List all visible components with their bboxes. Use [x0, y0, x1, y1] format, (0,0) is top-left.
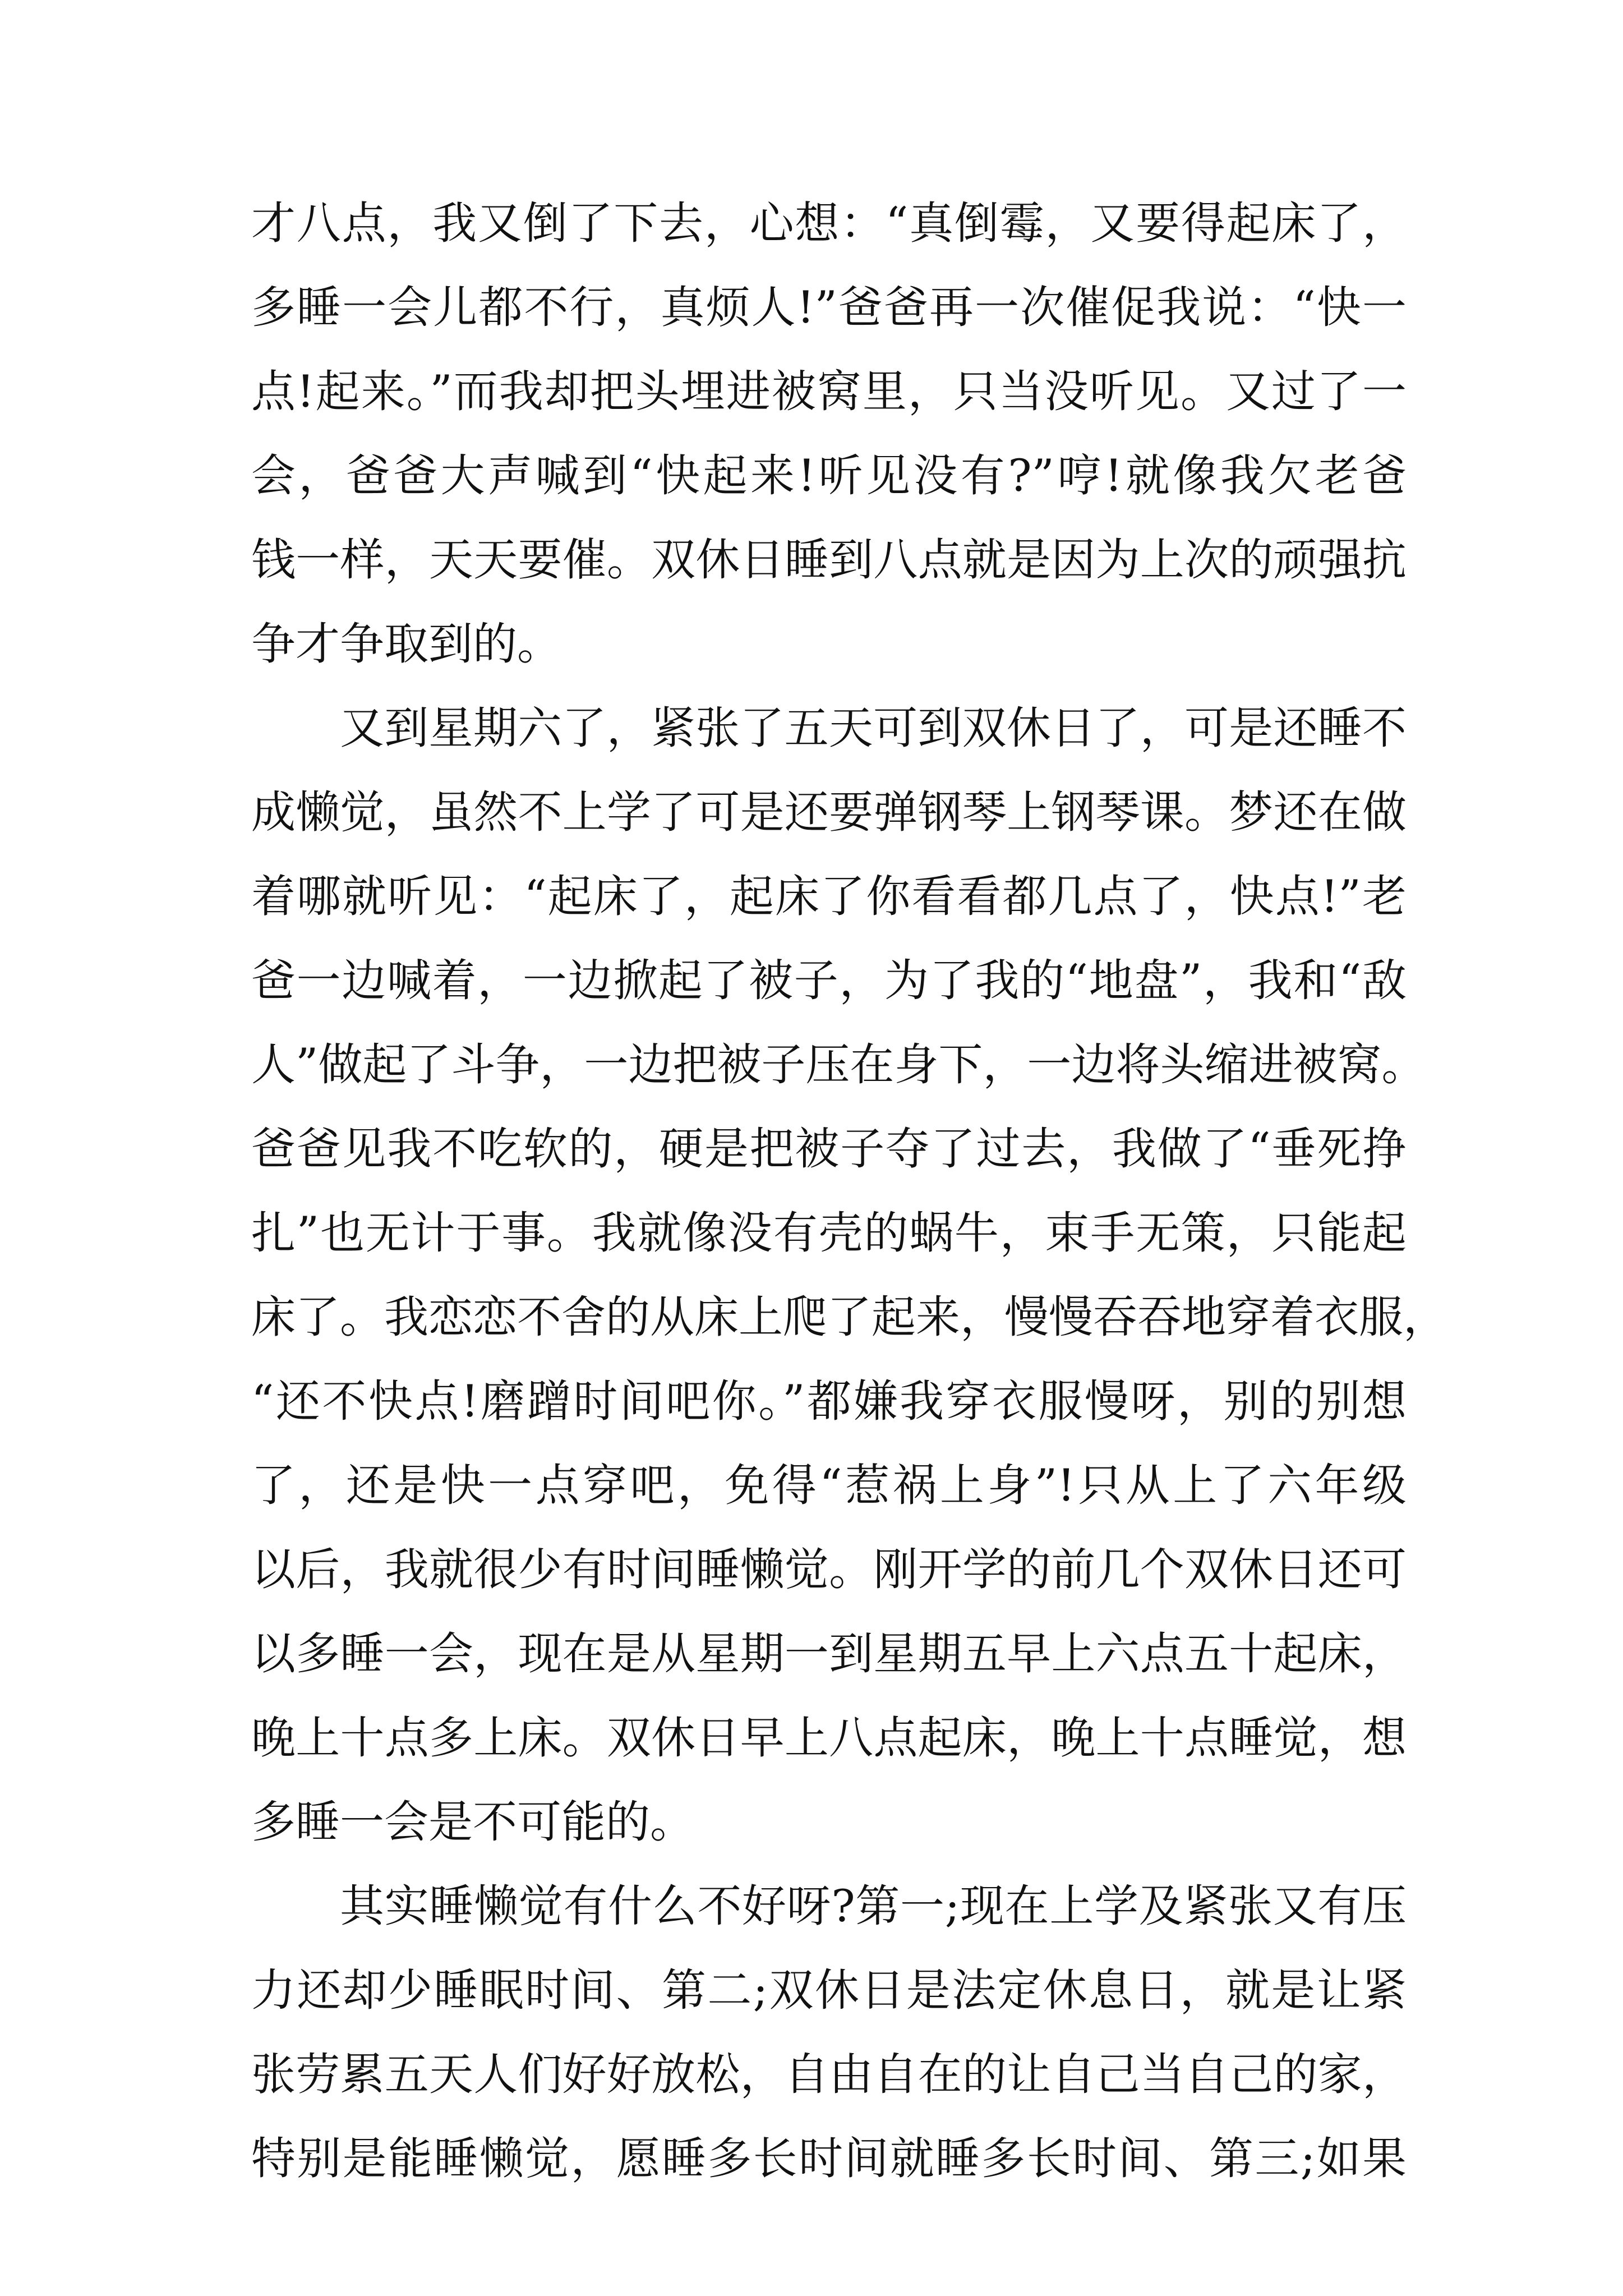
text-line: 了，还是快一点穿吧，免得“惹祸上身”!只从上了六年级 — [251, 1460, 1407, 1511]
text-line: 爸爸见我不吃软的，硬是把被子夺了过去，我做了“垂死挣 — [251, 1123, 1407, 1175]
text-line: “还不快点!磨蹭时间吧你。”都嫌我穿衣服慢呀，别的别想 — [251, 1375, 1407, 1427]
text-line: 张劳累五天人们好好放松，自由自在的让自己当自己的家， — [251, 2049, 1407, 2100]
text-line: 多睡一会是不可能的。 — [251, 1796, 694, 1848]
text-line: 以后，我就很少有时间睡懒觉。刚开学的前几个双休日还可 — [251, 1544, 1407, 1595]
text-line: 爸一边喊着，一边掀起了被子，为了我的“地盘”，我和“敌 — [251, 955, 1407, 1006]
text-line: 着哪就听见：“起床了，起床了你看看都几点了，快点!”老 — [251, 871, 1407, 922]
text-line: 又到星期六了，紧张了五天可到双休日了，可是还睡不 — [340, 702, 1407, 754]
text-line: 特别是能睡懒觉，愿睡多长时间就睡多长时间、第三;如果 — [251, 2133, 1407, 2184]
text-line: 才八点，我又倒了下去，心想：“真倒霉，又要得起床了， — [251, 197, 1407, 249]
text-line: 扎”也无计于事。我就像没有壳的蜗牛，束手无策，只能起 — [251, 1207, 1407, 1259]
text-line: 其实睡懒觉有什么不好呀?第一;现在上学及紧张又有压 — [340, 1880, 1407, 1932]
text-line: 晚上十点多上床。双休日早上八点起床，晚上十点睡觉，想 — [251, 1712, 1407, 1764]
text-line: 成懒觉，虽然不上学了可是还要弹钢琴上钢琴课。梦还在做 — [251, 786, 1407, 838]
text-line: 以多睡一会，现在是从星期一到星期五早上六点五十起床， — [251, 1628, 1407, 1680]
text-line: 人”做起了斗争，一边把被子压在身下，一边将头缩进被窝。 — [251, 1039, 1426, 1091]
text-line: 力还却少睡眠时间、第二;双休日是法定休息日，就是让紧 — [251, 1964, 1407, 2016]
text-line: 钱一样，天天要催。双休日睡到八点就是因为上次的顽强抗 — [251, 534, 1407, 586]
text-line: 点!起来。”而我却把头埋进被窝里，只当没听见。又过了一 — [251, 366, 1407, 417]
text-line: 多睡一会儿都不行，真烦人!”爸爸再一次催促我说：“快一 — [251, 282, 1407, 333]
text-line: 会，爸爸大声喊到“快起来!听见没有?”哼!就像我欠老爸 — [251, 450, 1407, 501]
text-line: 床了。我恋恋不舍的从床上爬了起来，慢慢吞吞地穿着衣服， — [251, 1291, 1447, 1343]
text-line: 争才争取到的。 — [251, 618, 561, 670]
